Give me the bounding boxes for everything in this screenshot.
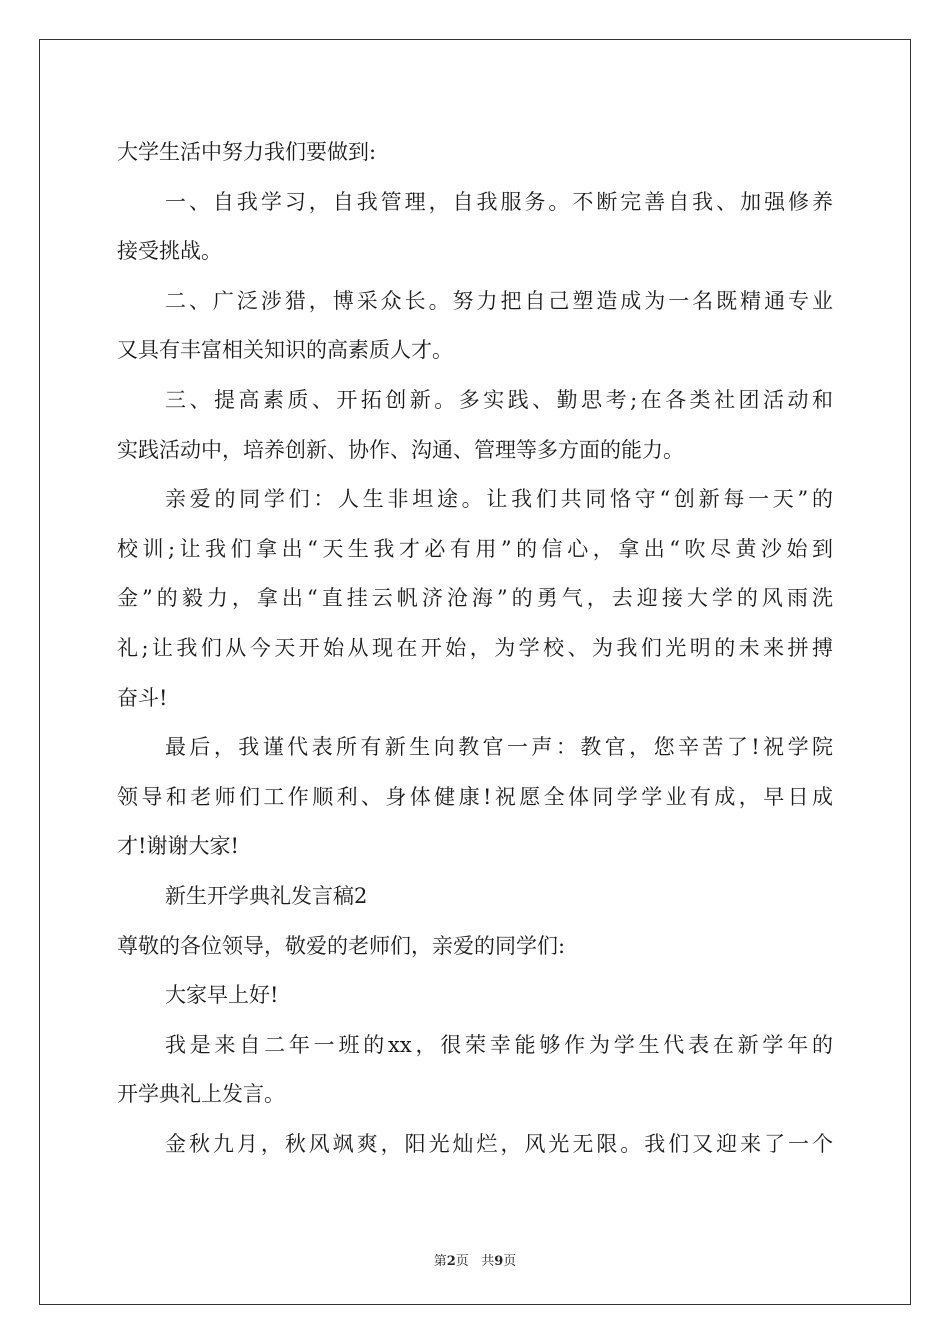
footer-total-prefix: 共: [481, 1254, 495, 1269]
text-line: 新生开学典礼发言稿2: [165, 883, 368, 908]
footer-page-unit: 页: [455, 1254, 469, 1269]
text-line: 礼;让我们从今天开始从现在开始，为学校、为我们光明的未来拼搏: [117, 635, 833, 660]
text-line: 又具有丰富相关知识的高素质人才。: [117, 338, 453, 363]
text-line: 奋斗!: [117, 685, 168, 710]
text-line: 金秋九月，秋风飒爽，阳光灿烂，风光无限。我们又迎来了一个: [165, 1131, 833, 1156]
text-line: 金”的毅力，拿出“直挂云帆济沧海”的勇气，去迎接大学的风雨洗: [117, 586, 833, 611]
document-body: [117, 128, 833, 1169]
text-line: 二、广泛涉猎，博采众长。努力把自己塑造成为一名既精通专业: [165, 288, 833, 313]
text-line: 三、提高素质、开拓创新。多实践、勤思考;在各类社团活动和: [165, 387, 833, 412]
footer-total-pages: 9: [494, 1254, 504, 1269]
text-line: 实践活动中，培养创新、协作、沟通、管理等多方面的能力。: [117, 437, 684, 462]
text-line: 接受挑战。: [117, 239, 222, 264]
text-line: 我是来自二年一班的xx，很荣幸能够作为学生代表在新学年的: [165, 1032, 833, 1057]
text-line: 尊敬的各位领导，敬爱的老师们，亲爱的同学们:: [117, 933, 566, 958]
text-line: 大学生活中努力我们要做到:: [117, 140, 377, 164]
text-line: 一、自我学习，自我管理，自我服务。不断完善自我、加强修养: [165, 189, 833, 214]
text-line: 才!谢谢大家!: [117, 834, 239, 859]
text-line: 大家早上好!: [165, 983, 279, 1008]
text-line: 亲爱的同学们：人生非坦途。让我们共同恪守“创新每一天”的: [165, 487, 833, 512]
footer-total-unit: 页: [503, 1254, 517, 1269]
footer-page-number: 2: [446, 1254, 456, 1269]
text-line: 校训;让我们拿出“天生我才必有用”的信心，拿出“吹尽黄沙始到: [117, 536, 833, 561]
footer-prefix: 第: [433, 1254, 447, 1269]
text-line: 最后，我谨代表所有新生向教官一声：教官，您辛苦了!祝学院: [165, 735, 833, 760]
text-line: 领导和老师们工作顺利、身体健康!祝愿全体同学学业有成，早日成: [117, 784, 833, 809]
page-footer: [0, 1250, 950, 1269]
text-line: 开学典礼上发言。: [117, 1082, 285, 1107]
